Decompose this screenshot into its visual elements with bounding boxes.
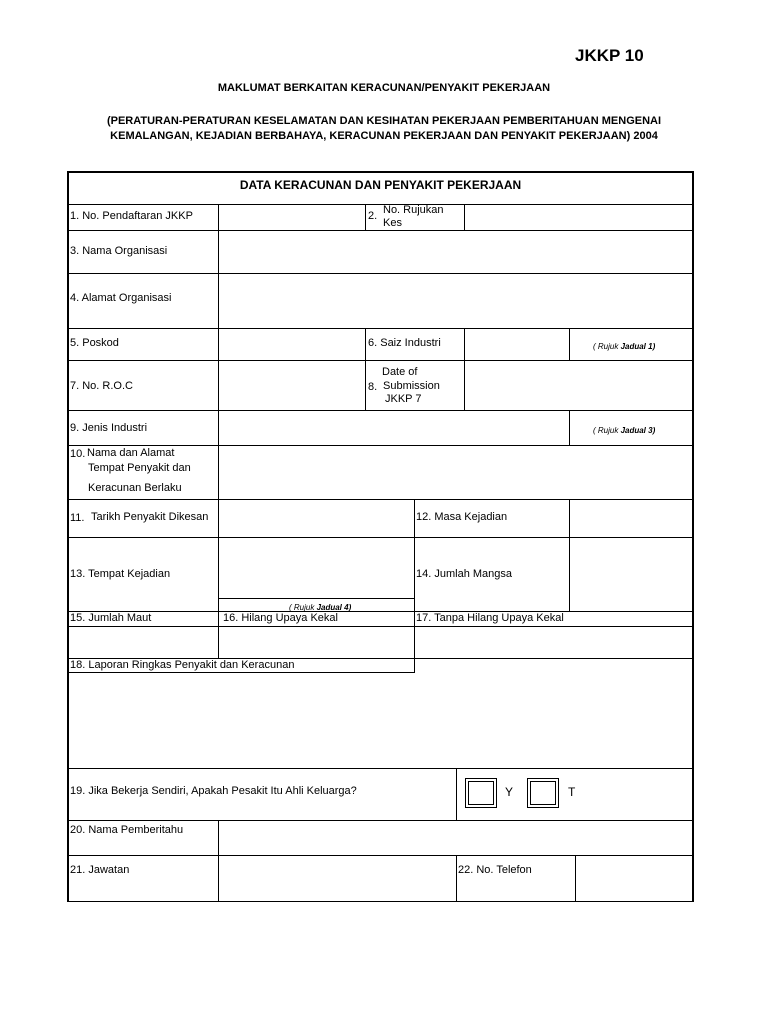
input-no-pendaftaran[interactable] [219,205,365,230]
input-tempat-penyakit[interactable] [219,446,692,499]
label-kes: Kes [383,217,402,229]
label-jawatan: 21. Jawatan [70,864,130,876]
note-rujuk-jadual-3: ( Rujuk Jadual 3) [593,426,656,435]
col-divider [569,328,570,360]
label-y: Y [505,785,514,799]
checkbox-t[interactable] [527,778,559,808]
label-tarikh-penyakit: Tarikh Penyakit Dikesan [91,511,209,523]
table-border-top [67,171,694,173]
label-submission: Submission [383,380,440,392]
label-poskod: 5. Poskod [70,337,119,349]
col-divider [456,855,457,901]
label-num-11: 11. [70,512,85,524]
label-num-2: 2. [368,210,378,222]
label-masa-kejadian: 12. Masa Kejadian [416,511,508,523]
input-tarikh-penyakit[interactable] [219,500,414,537]
label-laporan-ringkas: 18. Laporan Ringkas Penyakit dan Keracunan [70,659,295,671]
input-saiz-industri[interactable] [465,329,569,360]
form-title: MAKLUMAT BERKAITAN KERACUNAN/PENYAKIT PEKERJAAN [217,82,551,94]
label-ahli-keluarga: 19. Jika Bekerja Sendiri, Apakah Pesakit Itu Ahli Keluarga? [70,785,357,797]
label-no-telefon: 22. No. Telefon [458,864,532,876]
row-divider [67,768,694,769]
input-jumlah-mangsa[interactable] [570,538,692,611]
row-divider [67,611,694,612]
input-jenis-industri[interactable] [219,411,569,445]
label-hilang-upaya-kekal: 16. Hilang Upaya Kekal [223,612,338,624]
section-header: DATA KERACUNAN DAN PENYAKIT PEKERJAAN [239,178,522,192]
label-no-rujukan: No. Rujukan [383,204,444,216]
input-masa-kejadian[interactable] [570,500,692,537]
input-jawatan[interactable] [219,856,456,901]
label-keracunan-berlaku: Keracunan Berlaku [88,482,182,494]
row-divider [67,328,694,329]
input-laporan-ringkas[interactable] [69,673,692,768]
input-poskod[interactable] [219,329,365,360]
row-divider [218,598,414,599]
form-code: JKKP 10 [575,46,644,65]
checkbox-y[interactable] [465,778,497,808]
col-divider [365,328,366,410]
label-nama-dan-alamat: Nama dan Alamat [87,447,175,459]
form-subtitle-line1: (PERATURAN-PERATURAN KESELAMATAN DAN KESIHATAN PEKERJAAN PEMBERITAHUAN MENGENAI [106,115,662,127]
input-tanpa-hilang-upaya[interactable] [415,627,692,658]
input-hilang-upaya-kekal[interactable] [219,627,414,658]
label-no-roc: 7. No. R.O.C [70,380,133,392]
label-jumlah-mangsa: 14. Jumlah Mangsa [416,568,512,580]
note-rujuk-jadual-1: ( Rujuk Jadual 1) [593,342,656,351]
input-nama-organisasi[interactable] [219,231,692,273]
label-t: T [568,785,576,799]
col-divider [365,204,366,230]
form-subtitle-line2: KEMALANGAN, KEJADIAN BERBAHAYA, KERACUNAN PEKERJAAN DAN PENYAKIT PEKERJAAN) 2004 [110,130,658,142]
label-tanpa-hilang-upaya: 17. Tanpa Hilang Upaya Kekal [416,612,564,624]
input-jumlah-maut[interactable] [69,627,218,658]
label-saiz-industri: 6. Saiz Industri [368,337,441,349]
label-jenis-industri: 9. Jenis Industri [70,422,148,434]
label-date-of: Date of [382,366,418,378]
label-tempat-penyakit: Tempat Penyakit dan [88,462,191,474]
input-no-rujukan-kes[interactable] [465,205,692,230]
input-alamat-organisasi[interactable] [219,274,692,328]
label-no-pendaftaran: 1. No. Pendaftaran JKKP [70,210,193,222]
input-tempat-kejadian[interactable] [219,538,414,598]
label-num-10: 10. [70,448,86,460]
col-divider [456,768,457,820]
label-nama-organisasi: 3. Nama Organisasi [70,245,168,257]
input-no-roc[interactable] [219,361,365,410]
label-jumlah-maut: 15. Jumlah Maut [70,612,152,624]
input-nama-pemberitahu[interactable] [219,821,692,855]
table-border-bottom [67,901,694,902]
label-num-8: 8. [368,381,378,393]
label-tempat-kejadian: 13. Tempat Kejadian [70,568,171,580]
input-no-telefon[interactable] [576,856,692,901]
input-date-of-submission[interactable] [465,361,692,410]
label-jkkp-7: JKKP 7 [385,393,422,405]
col-divider [569,410,570,445]
note-rujuk-jadual-4: ( Rujuk Jadual 4) [289,603,352,612]
label-alamat-organisasi: 4. Alamat Organisasi [70,292,172,304]
label-nama-pemberitahu: 20. Nama Pemberitahu [70,824,184,836]
